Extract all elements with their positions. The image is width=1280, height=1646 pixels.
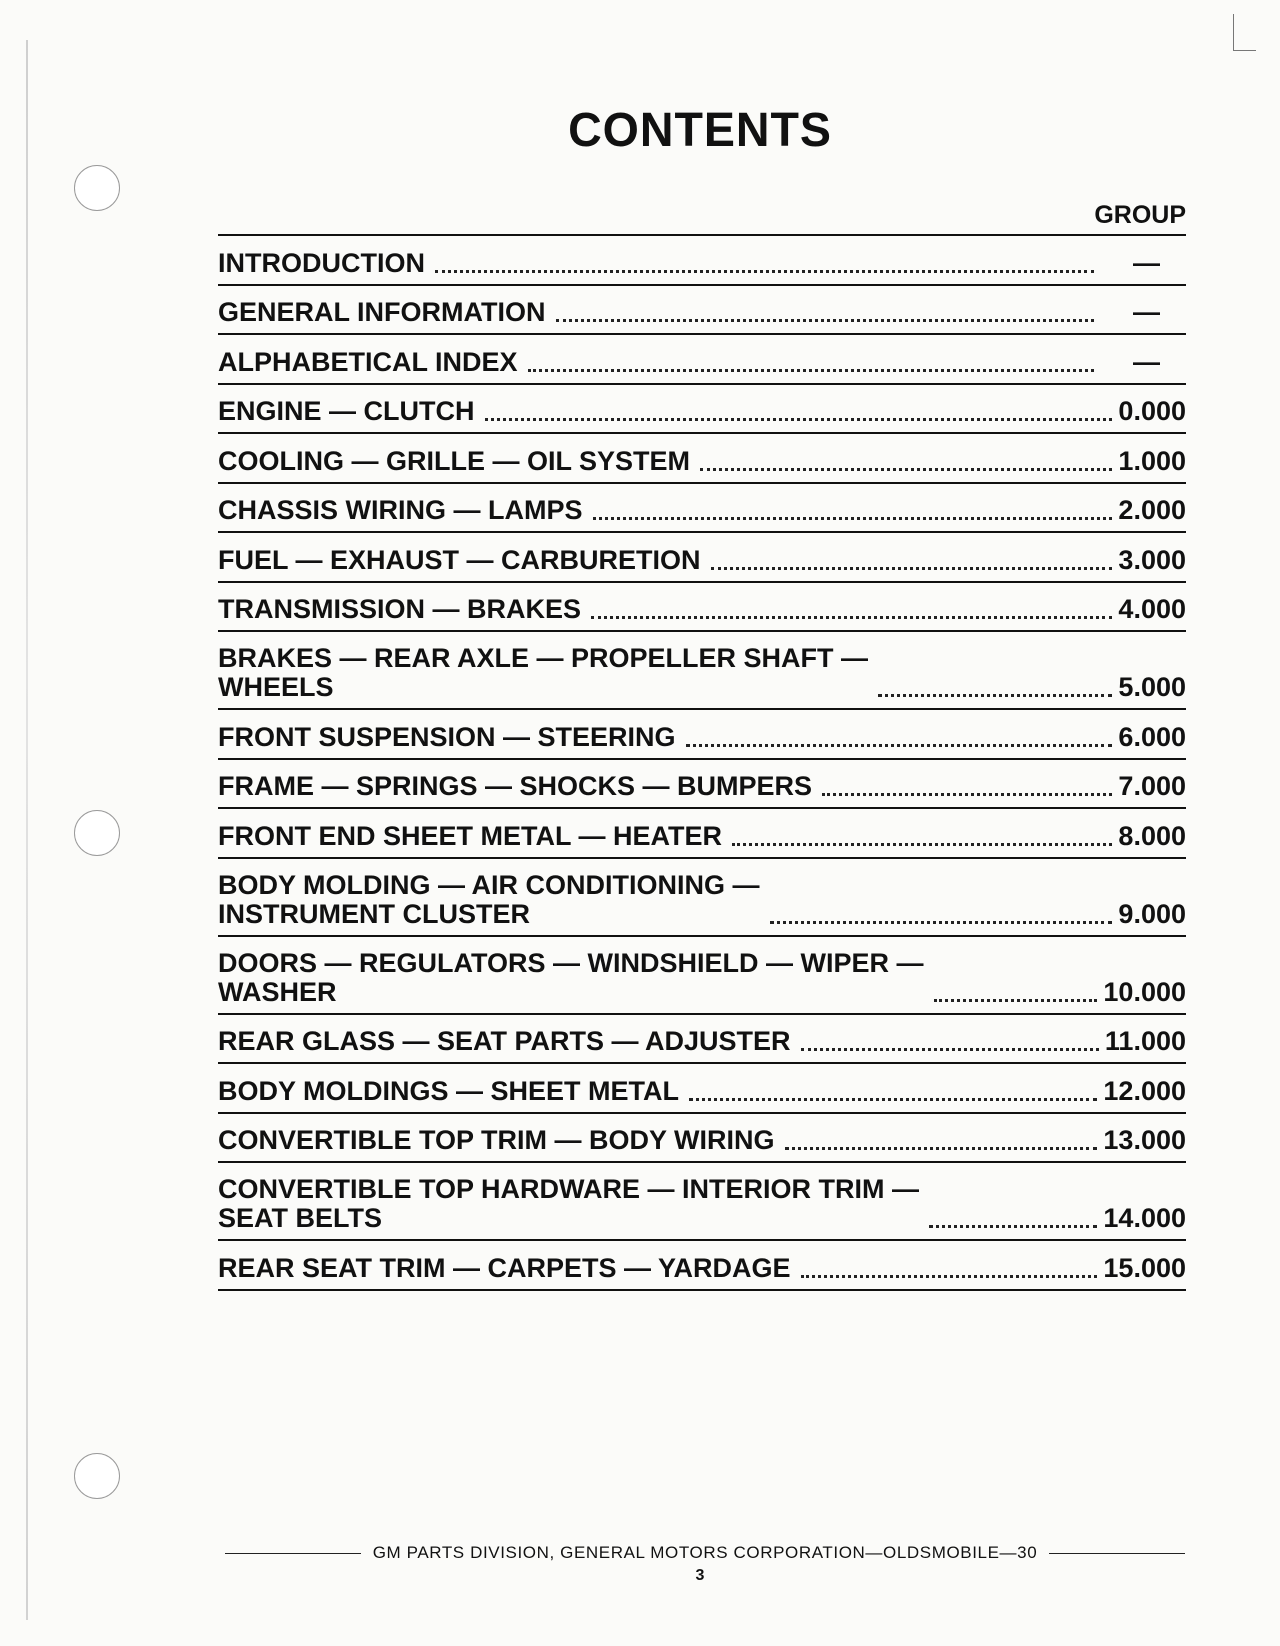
dot-leader [934, 995, 1098, 1002]
toc-entry-group-number: 6.000 [1118, 721, 1186, 752]
toc-entry-label [218, 447, 690, 476]
page-number: 3 [695, 1567, 705, 1584]
toc-entry-group-number: — [1133, 346, 1160, 377]
toc-entry-label-line: SEAT BELTS [218, 1203, 383, 1233]
toc-entry [218, 286, 1186, 336]
toc-entry-label-line: CONVERTIBLE TOP HARDWARE — INTERIOR TRIM — [218, 1174, 920, 1204]
toc-entry-group-number: 2.000 [1118, 495, 1186, 525]
dot-leader [770, 917, 1113, 924]
page-left-edge [26, 40, 28, 1620]
toc-entry [218, 434, 1186, 484]
dot-leader [801, 1044, 1099, 1051]
toc-entry [218, 1064, 1186, 1114]
table-of-contents [218, 234, 1186, 1291]
toc-entry [218, 632, 1186, 710]
toc-entry-label-line: DOORS — REGULATORS — WINDSHIELD — WIPER — [218, 947, 924, 978]
toc-entry-label [218, 1077, 679, 1106]
toc-entry-label-line: CHASSIS WIRING — LAMPS [218, 495, 583, 525]
toc-entry-label [218, 1254, 791, 1283]
toc-entry-label [218, 1027, 791, 1056]
footer [225, 1543, 1185, 1563]
toc-entry-label [218, 397, 475, 426]
toc-entry-label [218, 1126, 775, 1155]
dot-leader [929, 1221, 1097, 1228]
dot-leader [556, 315, 1095, 322]
toc-entry-group-number: 5.000 [1118, 672, 1186, 702]
toc-entry-label-line: WHEELS [218, 672, 334, 702]
toc-entry-label-line: COOLING — GRILLE — OIL SYSTEM [218, 445, 691, 476]
toc-entry-label [218, 949, 924, 1007]
toc-entry-label-line: WASHER [218, 976, 337, 1007]
dot-leader [528, 365, 1094, 372]
toc-entry-group-number: 3.000 [1118, 544, 1186, 575]
toc-entry-group-number: 7.000 [1118, 771, 1186, 801]
toc-entry-label-line: ALPHABETICAL INDEX [218, 346, 518, 377]
toc-entry-group-number: 9.000 [1118, 898, 1186, 929]
toc-entry-group-number: — [1133, 247, 1160, 278]
toc-entry [218, 859, 1186, 937]
toc-entry-label-line: INTRODUCTION [218, 247, 425, 278]
toc-entry [218, 335, 1186, 385]
dot-leader [801, 1271, 1098, 1278]
toc-entry-label-line: INSTRUMENT CLUSTER [218, 898, 530, 929]
toc-entry-label-line: TRANSMISSION — BRAKES [218, 594, 582, 624]
toc-entry-label-line: BRAKES — REAR AXLE — PROPELLER SHAFT — [218, 643, 869, 673]
binder-hole-top [74, 165, 120, 211]
toc-entry [218, 1241, 1186, 1291]
dot-leader [878, 690, 1112, 697]
toc-entry-group-number: 1.000 [1118, 445, 1186, 476]
toc-entry-group-number: 14.000 [1103, 1203, 1186, 1233]
dot-leader [435, 266, 1094, 273]
toc-entry-label-line: GENERAL INFORMATION [218, 297, 546, 327]
toc-entry-label-line: FRAME — SPRINGS — SHOCKS — BUMPERS [218, 771, 813, 801]
dot-leader [822, 789, 1112, 796]
toc-entry-label [218, 496, 583, 525]
toc-entry-label [218, 644, 868, 702]
toc-entry [218, 760, 1186, 810]
toc-entry-label-line: FRONT END SHEET METAL — HEATER [218, 820, 723, 851]
corner-mark [1233, 14, 1256, 51]
footer-text: GM PARTS DIVISION, GENERAL MOTORS CORPORATION—OLDSMOBILE—30 [372, 1543, 1038, 1562]
toc-entry-group-number: 13.000 [1103, 1125, 1186, 1155]
toc-entry [218, 1114, 1186, 1164]
binder-hole-middle [74, 810, 120, 856]
toc-entry [218, 710, 1186, 760]
toc-entry [218, 809, 1186, 859]
toc-entry-label [218, 1175, 919, 1233]
toc-entry-group-number: 15.000 [1103, 1252, 1186, 1283]
binder-hole-bottom [74, 1453, 120, 1499]
toc-entry [218, 1163, 1186, 1241]
toc-entry-label-line: REAR SEAT TRIM — CARPETS — YARDAGE [218, 1252, 791, 1283]
dot-leader [689, 1094, 1097, 1101]
toc-entry-group-number: 8.000 [1118, 820, 1186, 851]
group-column-header: GROUP [1094, 201, 1186, 229]
dot-leader [700, 464, 1112, 471]
dot-leader [591, 612, 1112, 619]
toc-entry [218, 236, 1186, 286]
toc-entry-label [218, 772, 812, 801]
toc-entry [218, 484, 1186, 534]
toc-entry-label [218, 249, 425, 278]
toc-entry-label [218, 298, 546, 327]
toc-entry-label [218, 348, 518, 377]
toc-entry-group-number: 10.000 [1103, 976, 1186, 1007]
dot-leader [732, 839, 1112, 846]
page-title: CONTENTS [568, 104, 832, 157]
toc-entry-group-number: 0.000 [1118, 396, 1186, 426]
toc-entry [218, 533, 1186, 583]
toc-entry-group-number: 11.000 [1104, 1026, 1186, 1056]
dot-leader [785, 1143, 1098, 1150]
dot-leader [593, 513, 1113, 520]
toc-entry-group-number: — [1133, 297, 1160, 327]
dot-leader [485, 414, 1113, 421]
toc-entry-label-line: FRONT SUSPENSION — STEERING [218, 721, 676, 752]
toc-entry [218, 937, 1186, 1015]
toc-entry-label-line: BODY MOLDINGS — SHEET METAL [218, 1075, 680, 1106]
toc-entry-group-number: 12.000 [1103, 1075, 1186, 1106]
toc-entry-label [218, 871, 760, 929]
dot-leader [686, 740, 1113, 747]
toc-entry-label-line: ENGINE — CLUTCH [218, 396, 475, 426]
toc-entry-group-number: 4.000 [1118, 594, 1186, 624]
toc-entry-label [218, 595, 581, 624]
toc-entry-label [218, 546, 701, 575]
toc-entry-label-line: FUEL — EXHAUST — CARBURETION [218, 544, 701, 575]
toc-entry-label [218, 822, 722, 851]
toc-entry [218, 1015, 1186, 1065]
toc-entry-label-line: REAR GLASS — SEAT PARTS — ADJUSTER [218, 1026, 791, 1056]
toc-entry-label [218, 723, 676, 752]
footer-rule-right [1049, 1553, 1185, 1554]
toc-entry-label-line: BODY MOLDING — AIR CONDITIONING — [218, 869, 760, 900]
dot-leader [711, 563, 1113, 570]
footer-rule-left [225, 1553, 361, 1554]
toc-entry-label-line: CONVERTIBLE TOP TRIM — BODY WIRING [218, 1125, 775, 1155]
toc-entry [218, 385, 1186, 435]
toc-entry [218, 583, 1186, 633]
